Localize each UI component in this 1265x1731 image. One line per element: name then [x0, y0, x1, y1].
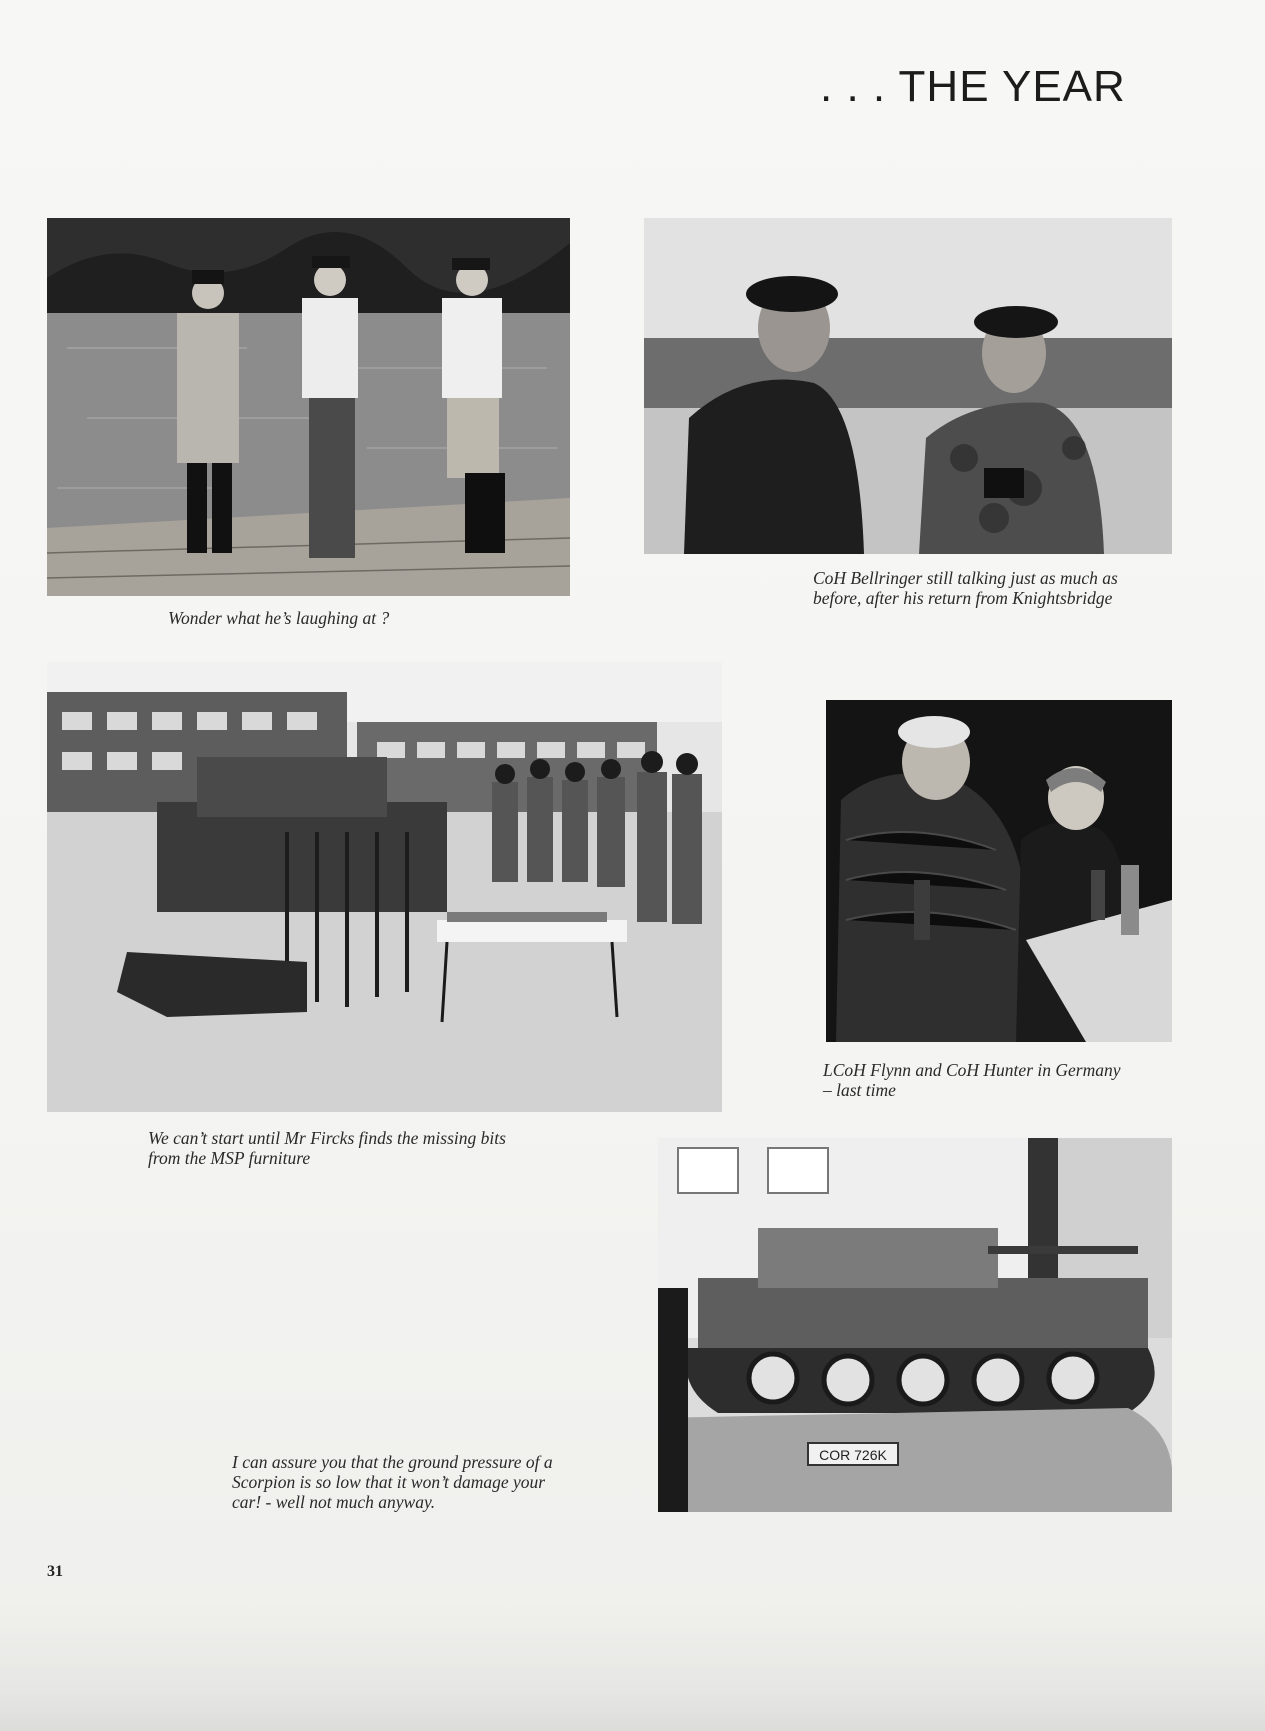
caption-line: – last time [823, 1080, 896, 1100]
caption-officers-by-lake [168, 608, 389, 628]
caption-line: CoH Bellringer still talking just as much as [813, 568, 1118, 588]
photo-two-men-drinking [826, 700, 1172, 1042]
car-number-plate: COR 726K [819, 1447, 887, 1463]
caption-scorpion-on-car [232, 1452, 553, 1512]
caption-line: Scorpion is so low that it won’t damage your [232, 1472, 546, 1492]
caption-line: I can assure you that the ground pressure of a [232, 1452, 553, 1472]
photo-vehicle-and-troops [47, 662, 722, 1112]
photo-scorpion-on-car-image [658, 1138, 1172, 1512]
page-edge-shading [0, 1601, 1265, 1731]
caption-line: before, after his return from Knightsbridge [813, 588, 1113, 608]
photo-vehicle-and-troops-image [47, 662, 722, 1112]
caption-line: LCoH Flynn and CoH Hunter in Germany [823, 1060, 1121, 1080]
photo-scorpion-on-car [658, 1138, 1172, 1512]
photo-two-soldiers-berets-image [644, 218, 1172, 554]
caption-line: from the MSP furniture [148, 1148, 311, 1168]
page-title: . . . THE YEAR [820, 62, 1126, 111]
photo-two-men-drinking-image [826, 700, 1172, 1042]
caption-line: car! - well not much anyway. [232, 1492, 436, 1512]
caption-vehicle-and-troops [148, 1128, 506, 1168]
photo-officers-by-lake [47, 218, 570, 596]
caption-two-men-drinking [823, 1060, 1120, 1100]
caption-two-soldiers-berets [813, 568, 1118, 608]
page-number: 31 [47, 1563, 63, 1580]
caption-line: We can’t start until Mr Fircks finds the missing bits [148, 1128, 506, 1148]
photo-two-soldiers-berets [644, 218, 1172, 554]
photo-officers-by-lake-image [47, 218, 570, 596]
caption-line: Wonder what he’s laughing at ? [168, 608, 390, 628]
